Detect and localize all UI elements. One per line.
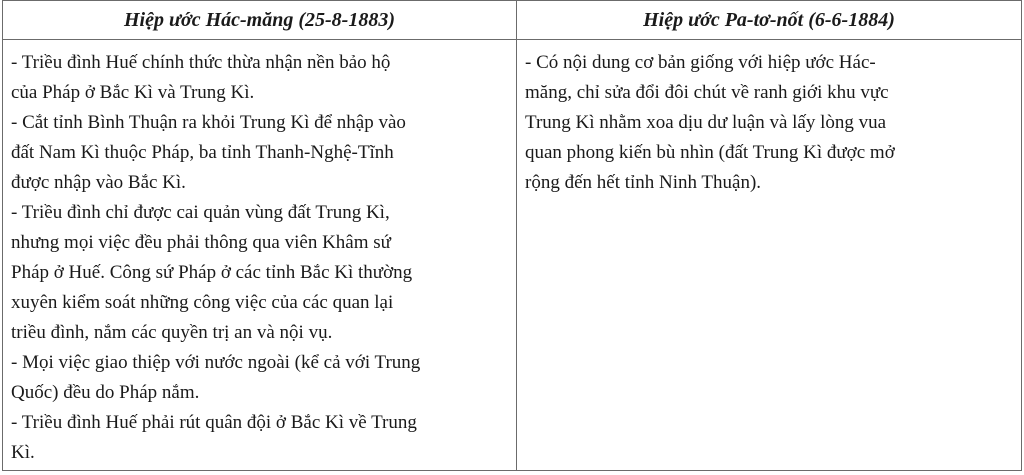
left-line: của Pháp ở Bắc Kì và Trung Kì. xyxy=(11,82,255,103)
left-line: triều đình, nắm các quyền trị an và nội vụ. xyxy=(11,322,333,343)
treaty-comparison-table-wrapper xyxy=(2,0,1021,471)
left-line: - Triều đình Huế phải rút quân đội ở Bắc Kì về Trung xyxy=(11,412,417,433)
left-line: - Triều đình chỉ được cai quản vùng đất Trung Kì, xyxy=(11,202,390,223)
right-line: rộng đến hết tỉnh Ninh Thuận). xyxy=(525,172,762,193)
right-line: Trung Kì nhằm xoa dịu dư luận và lấy lòng vua xyxy=(525,112,887,133)
left-line: nhưng mọi việc đều phải thông qua viên Khâm sứ xyxy=(11,232,391,253)
left-line: được nhập vào Bắc Kì. xyxy=(11,172,186,193)
left-line: đất Nam Kì thuộc Pháp, ba tỉnh Thanh-Nghệ-Tĩnh xyxy=(11,142,394,163)
left-line: - Mọi việc giao thiệp với nước ngoài (kể cả với Trung xyxy=(11,352,421,373)
header-row xyxy=(3,1,1022,40)
header-harmand-treaty: Hiệp ước Hác-măng (25-8-1883) xyxy=(3,1,517,40)
left-line: - Triều đình Huế chính thức thừa nhận nền bảo hộ xyxy=(11,52,391,73)
right-line: - Có nội dung cơ bản giống với hiệp ước Hác- xyxy=(525,52,876,73)
header-patenotre-treaty: Hiệp ước Pa-tơ-nốt (6-6-1884) xyxy=(517,1,1022,40)
left-line: xuyên kiểm soát những công việc của các quan lại xyxy=(11,292,394,313)
left-line: Pháp ở Huế. Công sứ Pháp ở các tỉnh Bắc Kì thường xyxy=(11,262,413,283)
left-line: Kì. xyxy=(11,442,35,463)
content-row xyxy=(3,40,1022,471)
treaty-comparison-table xyxy=(2,0,1022,471)
left-line: - Cắt tỉnh Bình Thuận ra khỏi Trung Kì để nhập vào xyxy=(11,112,406,133)
right-line: măng, chỉ sửa đổi đôi chút về ranh giới khu vực xyxy=(525,82,889,103)
right-line: quan phong kiến bù nhìn (đất Trung Kì được mở xyxy=(525,142,895,163)
harmand-treaty-content xyxy=(3,40,517,471)
patenotre-treaty-content xyxy=(517,40,1022,471)
left-line: Quốc) đều do Pháp nắm. xyxy=(11,382,200,403)
